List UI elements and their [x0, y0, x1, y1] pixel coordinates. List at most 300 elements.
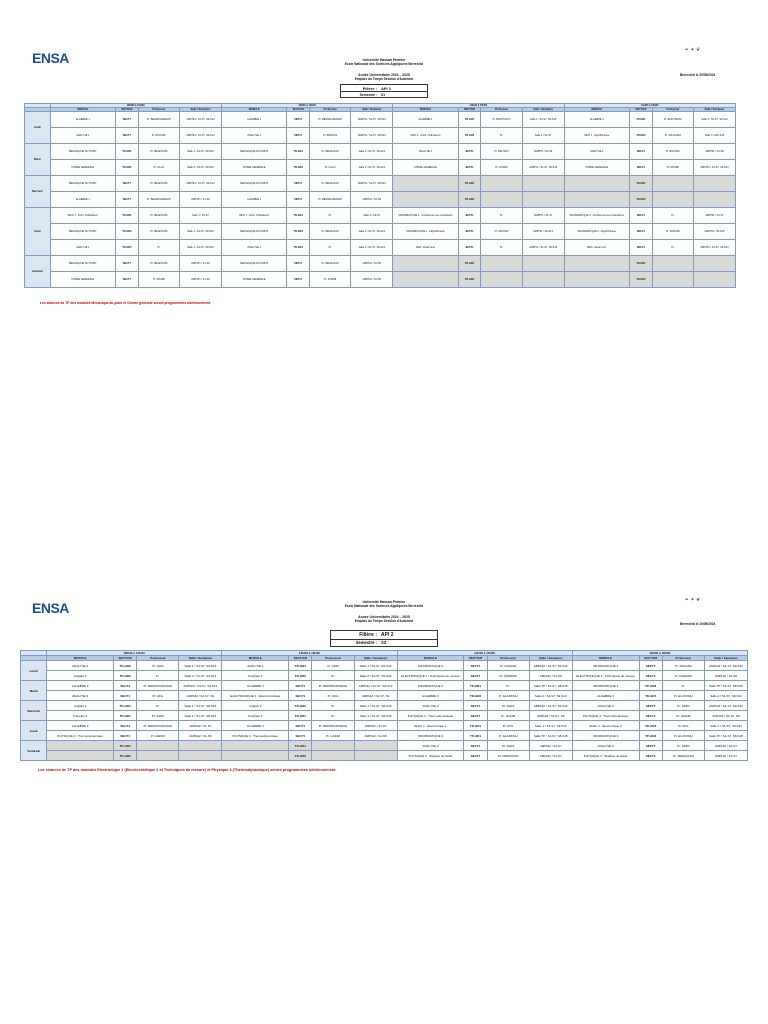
professor-cell	[481, 192, 522, 208]
section-cell: SECT1	[629, 160, 652, 176]
professor-cell	[652, 256, 693, 272]
section-cell: TD-GR2	[287, 160, 310, 176]
room-cell: AMPHI1 / S1-S7, S9-S13	[522, 160, 564, 176]
professor-cell: Pr.	[138, 240, 179, 256]
professor-cell	[652, 272, 693, 288]
section-cell: TD-GR2	[116, 160, 139, 176]
school-name: Ecole Nationale des Sciences Appliquées Berrechid	[344, 62, 424, 66]
module-cell: CHIMIE GENERALE	[50, 160, 115, 176]
professor-cell: Pr. ZALOUANI	[652, 128, 693, 144]
room-cell: AMPHI1 / S1-S9	[693, 144, 735, 160]
schedule-page-2	[0, 512, 768, 1024]
module-cell: ANALYSE 1	[393, 144, 458, 160]
module-cell: INFORMATIQUE 3	[572, 731, 639, 741]
university-name: Université Hassan Premier	[362, 58, 406, 62]
professor-cell: Pr. HAKIM	[487, 711, 529, 721]
section-cell: SECT1	[114, 691, 137, 701]
module-cell: ANALYSE 3	[222, 661, 289, 671]
professor-cell: Pr. BENMOUMADAH	[137, 721, 179, 731]
professor-cell: Pr. AKIL	[312, 691, 354, 701]
room-cell: Salle TP / S1-S7, S8-S15	[529, 681, 572, 691]
section-cell: TD-GR2	[464, 691, 487, 701]
room-cell: Salle TP / S1-S7, S8-S15	[529, 731, 572, 741]
module-cell: ANALYSE 3	[572, 741, 639, 751]
section-cell: SECT1	[289, 691, 312, 701]
table-row	[25, 272, 736, 288]
university-logo: ❧ ✦ ❦	[684, 47, 700, 53]
room-cell: AMPHI2 / S1-S5	[179, 731, 222, 741]
module-cell: Français 3	[222, 711, 289, 721]
module-cell	[564, 256, 629, 272]
module-cell: INFORMATIQUE 1 : Algorithmique	[564, 224, 629, 240]
room-cell: Salle 2 / S1-S7, S9-S13	[179, 671, 222, 681]
slot-header-1: 08H30 à 10H20	[47, 651, 222, 656]
filiere-label: Filière :	[359, 631, 377, 638]
professor-cell: Pr. DHAIBI	[481, 160, 522, 176]
section-cell: SECT1	[629, 224, 652, 240]
professor-cell: Pr. MESKOUDI	[138, 208, 179, 224]
professor-cell: Pr. MESKOUDI	[310, 256, 351, 272]
module-cell	[393, 176, 458, 192]
room-cell: AMPHI1 / S1-S7, S9-S13	[351, 128, 393, 144]
professor-cell: Pr. BENMOUMADAH	[138, 192, 179, 208]
professor-cell: Pr. MESKOUDI	[138, 224, 179, 240]
room-cell: AMPHI1 / S9-S13	[693, 224, 735, 240]
professor-cell: Pr. MESKOUDI	[310, 144, 351, 160]
professor-cell: Pr. ELANTAILI	[487, 731, 529, 741]
room-cell: Salle 1 / S1-S7, S9-S13	[179, 224, 221, 240]
room-cell: AMPHI2 / S1-S7	[704, 741, 747, 751]
module-cell: Anglais 3	[222, 701, 289, 711]
section-cell: SECT1	[629, 144, 652, 160]
module-cell: PHYSIQUE 3 : Thermodynamique	[397, 711, 464, 721]
section-cell: SECT1	[114, 721, 137, 731]
room-cell: AMPHI2 / S1-S7, S9-S13	[354, 681, 397, 691]
footnote: Les séances de TP des modules Electronique 1 (Electrocinétique 2 et Techniques de mesure) et Physique 3 (Thermodynamique) seront programmées ultérieurement.	[38, 768, 337, 772]
professor-cell: Pr. MESKOUDI	[310, 224, 351, 240]
day-label: Vendredi	[21, 741, 47, 761]
section-cell: TP-GR2	[639, 731, 662, 741]
room-cell: Salle 3 / S10-S13	[693, 128, 735, 144]
column-header: Salle / Semaines	[693, 108, 735, 112]
section-cell: SECT1	[464, 711, 487, 721]
professor-cell: Pr. HAKIM	[312, 731, 354, 741]
room-cell	[522, 272, 564, 288]
column-header: SECT/GR	[464, 656, 487, 661]
module-cell: MECANIQUE DU POINT	[221, 144, 286, 160]
slot-header-4: 16H00 à 18H00	[564, 104, 735, 108]
section-cell: TP-GR1	[464, 681, 487, 691]
section-cell: TP-GR2	[639, 681, 662, 691]
date-label: Berrechid le 20/09/2024	[680, 73, 716, 77]
professor-cell: Pr. BAKHTAOUI	[652, 112, 693, 128]
filiere-label: Filière :	[362, 85, 377, 91]
module-cell: MECANIQUE DU POINT	[221, 256, 286, 272]
module-cell: CHIMIE GENERALE	[50, 272, 115, 288]
room-cell: Salle 2 / S1-S7	[522, 128, 564, 144]
room-cell: AMPHI1 / S1-S7	[693, 208, 735, 224]
day-label: Vendredi	[25, 256, 51, 288]
column-header: Salle / Semaines	[179, 108, 221, 112]
professor-cell: Pr. AZRI	[312, 661, 354, 671]
professor-cell: Pr.	[312, 711, 354, 721]
module-cell	[564, 192, 629, 208]
professor-cell: Pr. BELHACI	[481, 144, 522, 160]
professor-cell: Pr. SAIDI	[487, 741, 529, 751]
professor-cell: Pr. MESKOUDI	[138, 176, 179, 192]
module-cell: INFO 1 : Algorithmique	[564, 128, 629, 144]
module-cell	[47, 751, 114, 761]
professor-cell: Pr. HAKIM	[137, 731, 179, 741]
module-cell: ANALYSE 3	[572, 701, 639, 711]
room-cell: AMPHI2 / S1-S7	[529, 751, 572, 761]
section-cell: TP-GR1	[464, 731, 487, 741]
section-cell: SECT1	[287, 176, 310, 192]
room-cell: AMPHI2 / S1-S7	[529, 741, 572, 751]
day-label: Lundi	[21, 661, 47, 681]
section-cell: TD-GR1	[116, 144, 139, 160]
section-cell: TD-GR4	[116, 240, 139, 256]
header-block	[284, 600, 484, 623]
table-row	[21, 661, 748, 671]
column-header: SECT/GR	[287, 108, 310, 112]
table-row	[21, 681, 748, 691]
professor-cell	[481, 256, 522, 272]
table-row	[25, 224, 736, 240]
header-block	[284, 58, 484, 81]
professor-cell: Pr. MESKOUDI	[138, 144, 179, 160]
table-row	[21, 741, 748, 751]
section-cell: TD-GR2	[114, 671, 137, 681]
room-cell: Salle 1 / S1-S7, S9-S13	[522, 112, 564, 128]
table-row	[25, 176, 736, 192]
professor-cell: Pr. ELANTAILI	[662, 731, 704, 741]
section-cell: TD-GR3	[458, 128, 481, 144]
section-cell: SECT1	[289, 721, 312, 731]
professor-cell: Pr.	[310, 240, 351, 256]
section-cell: TD-GR1	[114, 701, 137, 711]
room-cell: AMPHI1 / S1-S5	[179, 256, 221, 272]
section-cell: TD-GR1	[114, 741, 137, 751]
section-cell: SECT1	[116, 128, 139, 144]
module-cell: ANALYSE 1	[221, 240, 286, 256]
academic-year: Année Universitaire 2024 – 2025	[358, 615, 410, 619]
module-cell: MECANIQUE DU POINT	[50, 144, 115, 160]
professor-cell: Pr. FAKHAR	[481, 224, 522, 240]
section-cell: TD-GR2	[114, 661, 137, 671]
module-cell: ALGEBRE 3	[47, 721, 114, 731]
room-cell: Salle 2 / S1-S7, S9-S13	[704, 691, 747, 701]
school-name: Ecole Nationale des Sciences Appliquées Berrechid	[344, 604, 424, 608]
room-cell: AMPHI1 / S1-S5	[351, 256, 393, 272]
module-cell: ANALYSE 1	[50, 240, 115, 256]
section-cell: TD-GR1	[629, 112, 652, 128]
section-cell: SECT1	[289, 731, 312, 741]
module-cell	[222, 741, 289, 751]
room-cell: AMPHI1 / S1-S9	[179, 192, 221, 208]
column-header: SECT/GR	[289, 656, 312, 661]
section-cell: SECT1	[287, 272, 310, 288]
section-cell: SECT1	[464, 701, 487, 711]
section-cell: TD-GR1	[287, 144, 310, 160]
section-cell: TD-GR3	[287, 224, 310, 240]
professor-cell: Pr. FARRADI	[487, 671, 529, 681]
professor-cell: Pr. MESKOUDI	[662, 751, 704, 761]
professor-cell: Pr.	[652, 208, 693, 224]
room-cell	[693, 272, 735, 288]
professor-cell: Pr. FARRADI	[662, 671, 704, 681]
module-cell	[393, 256, 458, 272]
room-cell	[522, 176, 564, 192]
room-cell: Salle 1 / S1-S7, S9-S13	[179, 240, 221, 256]
section-cell: TD-GR1	[629, 176, 652, 192]
module-cell: ALGEBRE 1	[393, 112, 458, 128]
semestre-value: S1	[381, 92, 386, 97]
section-cell: TD-GR1	[116, 208, 139, 224]
module-cell	[393, 272, 458, 288]
module-cell: Anglais 3	[47, 701, 114, 711]
professor-cell: Pr. MESKOUDI	[487, 751, 529, 761]
module-cell	[564, 176, 629, 192]
section-cell: SECT1	[287, 192, 310, 208]
module-cell: Anglais 3	[47, 671, 114, 681]
date-label: Berrechid le 20/09/2024	[680, 622, 716, 626]
module-cell: ELECTRONIQUE 1 : Techniques de mesure	[397, 671, 464, 681]
column-header: MODULE	[572, 656, 639, 661]
room-cell: AMPHI1 / S1-S7, S9-S13	[179, 112, 221, 128]
section-cell: SECT1	[289, 681, 312, 691]
professor-cell: Pr. FAKHAR	[487, 661, 529, 671]
professor-cell: Pr. HAKIM	[662, 711, 704, 721]
column-header: MODULE	[47, 656, 114, 661]
room-cell: AMPHI2 / S1-S7, S9	[354, 691, 397, 701]
module-cell: ALGEBRE 1	[221, 192, 286, 208]
room-cell	[693, 192, 735, 208]
room-cell	[179, 751, 222, 761]
section-cell: TD-GR3	[629, 128, 652, 144]
module-cell: PHYSIQUE 3 : Statique de fluide	[572, 751, 639, 761]
professor-cell: Pr. AKIL	[487, 721, 529, 731]
professor-cell: Pr. SAIDI	[137, 711, 179, 721]
slot-header-3: 14H00 à 15H50	[393, 104, 564, 108]
professor-cell: Pr. BENMOUMADAH	[310, 192, 351, 208]
table-row	[21, 671, 748, 681]
table-row	[21, 701, 748, 711]
section-cell: SECT1	[458, 240, 481, 256]
room-cell: AMPHI2 / S1-S7, S9-S13	[179, 681, 222, 691]
room-cell: AMPHI1 / S1-S5	[351, 272, 393, 288]
professor-cell: Pr.	[312, 671, 354, 681]
room-cell: AMPHI1 / S1-S7	[522, 208, 564, 224]
timetable-api1	[24, 103, 736, 288]
section-cell: SECT1	[639, 671, 662, 681]
section-cell: SECT1	[458, 208, 481, 224]
room-cell: AMPHI1 / S1-S7, S9-S13	[693, 240, 735, 256]
module-cell: PHYSIQUE 3 : Thermodynamique	[572, 711, 639, 721]
module-cell: ALGEBRE 3	[572, 691, 639, 701]
module-cell: INFORMATIQUE 3	[572, 661, 639, 671]
room-cell: Salle 1 / S1-S7, S9-S13	[354, 661, 397, 671]
room-cell: Salle 1 / S1-S7, S9-S13	[704, 721, 747, 731]
professor-cell: Pr. MESKOUDI	[310, 176, 351, 192]
section-cell: SECT1	[629, 208, 652, 224]
professor-cell: Pr. BAKHTAOUI	[481, 112, 522, 128]
column-header: MODULE	[397, 656, 464, 661]
section-cell: TD-GR1	[114, 711, 137, 721]
section-cell: SECT1	[287, 112, 310, 128]
module-cell	[47, 741, 114, 751]
room-cell: Salle 1 / S1-S7, S9-S13	[179, 661, 222, 671]
section-cell: SECT1	[287, 128, 310, 144]
section-cell: TD-GR4	[458, 192, 481, 208]
ensa-logo: ENSA	[32, 50, 69, 66]
module-cell	[393, 192, 458, 208]
section-cell: TD-GR2	[289, 751, 312, 761]
day-label: Jeudi	[21, 721, 47, 741]
section-cell: TD-GR2	[289, 701, 312, 711]
day-label: Mercredi	[25, 176, 51, 208]
room-cell: Salle 1 / S1-S7, S9-S13	[351, 224, 393, 240]
column-header: MODULE	[50, 108, 115, 112]
section-cell: TD-GR2	[114, 751, 137, 761]
professor-cell: Pr. SAIDI	[662, 701, 704, 711]
professor-cell: Pr. AKIL	[662, 721, 704, 731]
day-label: Mercredi	[21, 701, 47, 721]
professor-cell	[312, 741, 354, 751]
professor-cell: Pr. DHAIBI	[652, 160, 693, 176]
professor-cell	[481, 176, 522, 192]
room-cell: AMPHI1 / S1-S9	[522, 144, 564, 160]
room-cell: AMPHI2 / S1-S8	[529, 671, 572, 681]
professor-cell: Pr. AZRI	[137, 661, 179, 671]
column-header: Salle / Semaines	[522, 108, 564, 112]
professor-cell: Pr. BOUHAF	[652, 144, 693, 160]
module-cell: INFORMATIQUE 3	[397, 731, 464, 741]
professor-cell: Pr. SAIDI	[662, 741, 704, 751]
room-cell: AMPHI1 / S1-S7, S9-S13	[351, 112, 393, 128]
room-cell	[522, 192, 564, 208]
professor-cell: Pr. AKIL	[137, 691, 179, 701]
table-row	[25, 208, 736, 224]
footnote: Les séances de TP des modules Mécanique du point et Chimie générale seront programmées ultérieurement.	[40, 301, 212, 305]
room-cell: Salle 1 / S1-S7, S9-S13	[529, 721, 572, 731]
room-cell: AMPHI2 / S1-S7, S9-S13	[704, 701, 747, 711]
module-cell: INFO 1 : Archi. Ordinateurs	[393, 128, 458, 144]
module-cell: CHIMIE GENERALE	[221, 160, 286, 176]
slot-header-4: 16H00 à 18H00	[572, 651, 747, 656]
professor-cell: Pr. MESKOUDI	[138, 256, 179, 272]
session-title: Emplois du Temps Session d'Automne	[354, 619, 414, 623]
section-cell: TD-GR4	[287, 240, 310, 256]
professor-cell: Pr.	[481, 128, 522, 144]
module-cell: MECANIQUE DU POINT	[221, 224, 286, 240]
section-cell: TD-GR1	[458, 256, 481, 272]
module-cell: INFORMATIQUE 1 : Algorithmique	[393, 224, 458, 240]
day-label: Lundi	[25, 112, 51, 144]
filiere-box	[340, 84, 428, 98]
room-cell: AMPHI1 / S1-S7, S9-S13	[351, 176, 393, 192]
module-cell: ANALYSE 1	[50, 128, 115, 144]
university-name: Université Hassan Premier	[362, 600, 406, 604]
room-cell: Salle 1 / S1-S7, S8-S15	[354, 701, 397, 711]
table-row	[25, 160, 736, 176]
section-cell: TD-GR2	[639, 721, 662, 731]
room-cell: AMPHI2 / S1-S7, S9-S13	[529, 701, 572, 711]
table-row	[21, 751, 748, 761]
professor-cell: Pr. BENMOUMADAH	[137, 681, 179, 691]
section-cell: SECT1	[629, 240, 652, 256]
professor-cell	[137, 751, 179, 761]
professor-cell: Pr. BOUHAF	[138, 128, 179, 144]
table-row	[25, 192, 736, 208]
table-row	[21, 721, 748, 731]
professor-cell: Pr.	[137, 671, 179, 681]
section-cell: TD-GR4	[629, 272, 652, 288]
section-cell: SECT1	[639, 661, 662, 671]
module-cell: INFORMATIQUE 1 : Architecture des ordinateurs	[564, 208, 629, 224]
timetable-api2	[20, 650, 748, 761]
room-cell: AMPHI1 / S1-S7, S9-S13	[179, 176, 221, 192]
professor-cell: Pr.	[481, 208, 522, 224]
column-header: Professeur	[662, 656, 704, 661]
professor-cell: Pr. ELANTAILI	[662, 691, 704, 701]
professor-cell: Pr.	[487, 681, 529, 691]
room-cell: AMPHI1 / S1-S7, S9-S13	[693, 160, 735, 176]
professor-cell: Pr. BENMOUMADAH	[312, 721, 354, 731]
module-cell: ANALYSE 1	[564, 144, 629, 160]
room-cell: AMPHI2 / S1-S7, S9	[529, 711, 572, 721]
module-cell: ALGEBRE 3	[47, 681, 114, 691]
module-cell: Math. travail univ.	[393, 240, 458, 256]
university-logo: ❧ ✦ ❦	[684, 597, 700, 603]
professor-cell: Pr. DHAIBI	[138, 272, 179, 288]
module-cell: Français 3	[222, 671, 289, 681]
module-cell: ALGEBRE 1	[50, 192, 115, 208]
column-header: SECT/GR	[629, 108, 652, 112]
module-cell: ELECTRONIQUE 1 : Techniques de mesure	[572, 671, 639, 681]
section-cell: TD-GR1	[458, 176, 481, 192]
room-cell: AMPHI1 / S1-S7, S9-S13	[522, 240, 564, 256]
module-cell: ALGEBRE 3	[222, 681, 289, 691]
section-cell: TD-GR1	[629, 256, 652, 272]
module-cell	[564, 272, 629, 288]
module-cell: ELECTRONIQUE 1 : Electrocinétique	[222, 691, 289, 701]
room-cell: Salle 1 / S1-S7, S9-S13	[351, 144, 393, 160]
module-cell: ANALYSE 3	[47, 661, 114, 671]
section-cell: SECT1	[116, 272, 139, 288]
professor-cell: Pr. BENMOUMADAH	[312, 681, 354, 691]
section-cell: SECT1	[116, 256, 139, 272]
section-cell: SECT1	[458, 144, 481, 160]
module-cell: ALGEBRE 1	[564, 112, 629, 128]
room-cell: Salle 2 / S1-S7, S9-S13	[529, 691, 572, 701]
professor-cell: Pr.	[481, 240, 522, 256]
module-cell: INFORMATIQUE 3	[572, 681, 639, 691]
module-cell: CHIMIE GENERALE	[564, 160, 629, 176]
module-cell: INFORMATIQUE 1 : Architecture des ordinateurs	[393, 208, 458, 224]
column-header: Professeur	[310, 108, 351, 112]
module-cell: PHYSIQUE 3 : Thermodynamique	[47, 731, 114, 741]
column-header: MODULE	[393, 108, 458, 112]
module-cell: ANALYSE 3	[397, 701, 464, 711]
column-header: Professeur	[481, 108, 522, 112]
room-cell: AMPHI2 / S1-S7, S9	[704, 711, 747, 721]
filiere-value: API 2	[381, 631, 394, 638]
module-cell: ALGEBRE 1	[221, 112, 286, 128]
room-cell: AMPHI2 / S1-S5	[354, 731, 397, 741]
module-cell	[222, 751, 289, 761]
semestre-label: Semestre :	[359, 92, 377, 97]
